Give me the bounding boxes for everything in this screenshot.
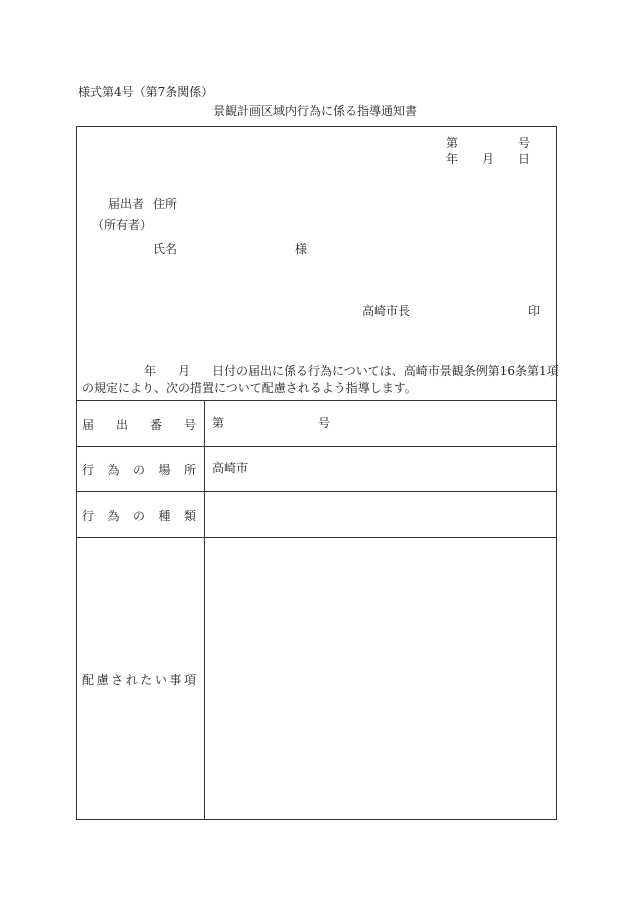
label-action-type: 行 為 の 種 類 bbox=[82, 509, 196, 523]
body-year: 年 bbox=[144, 364, 157, 378]
document-title: 景観計画区域内行為に係る指導通知書 bbox=[212, 104, 417, 118]
row-divider-3 bbox=[76, 537, 557, 538]
column-divider bbox=[204, 400, 205, 820]
label-notification-number: 届 出 番 号 bbox=[82, 418, 196, 432]
number-prefix: 第 bbox=[446, 136, 459, 150]
date-month: 月 bbox=[482, 152, 495, 166]
name-label: 氏名 bbox=[153, 242, 178, 256]
table-top-line bbox=[76, 400, 557, 401]
form-number: 様式第4号（第7条関係） bbox=[78, 85, 214, 99]
date-day: 日 bbox=[518, 152, 531, 166]
body-text-line1: 日付の届出に係る行為については、高崎市景観条例第16条第1項 bbox=[212, 364, 559, 378]
label-action-place: 行 為 の 場 所 bbox=[82, 463, 196, 477]
applicant-label: 届出者 bbox=[108, 197, 145, 211]
number-field-prefix: 第 bbox=[212, 416, 225, 430]
issuer-title: 高崎市長 bbox=[362, 304, 411, 318]
label-consideration-items: 配 慮 さ れ た い 事 項 bbox=[82, 673, 196, 687]
place-value: 高崎市 bbox=[212, 461, 249, 475]
seal-mark: 印 bbox=[528, 304, 541, 318]
number-suffix: 号 bbox=[518, 136, 531, 150]
owner-label: （所有者） bbox=[92, 218, 153, 232]
row-divider-1 bbox=[76, 446, 557, 447]
row-divider-2 bbox=[76, 491, 557, 492]
date-year: 年 bbox=[446, 152, 459, 166]
body-month: 月 bbox=[178, 364, 191, 378]
address-label: 住所 bbox=[153, 197, 178, 211]
number-field-suffix: 号 bbox=[318, 416, 331, 430]
honorific: 様 bbox=[295, 242, 308, 256]
body-text-line2: の規定により、次の措置について配慮されるよう指導します。 bbox=[82, 381, 417, 395]
